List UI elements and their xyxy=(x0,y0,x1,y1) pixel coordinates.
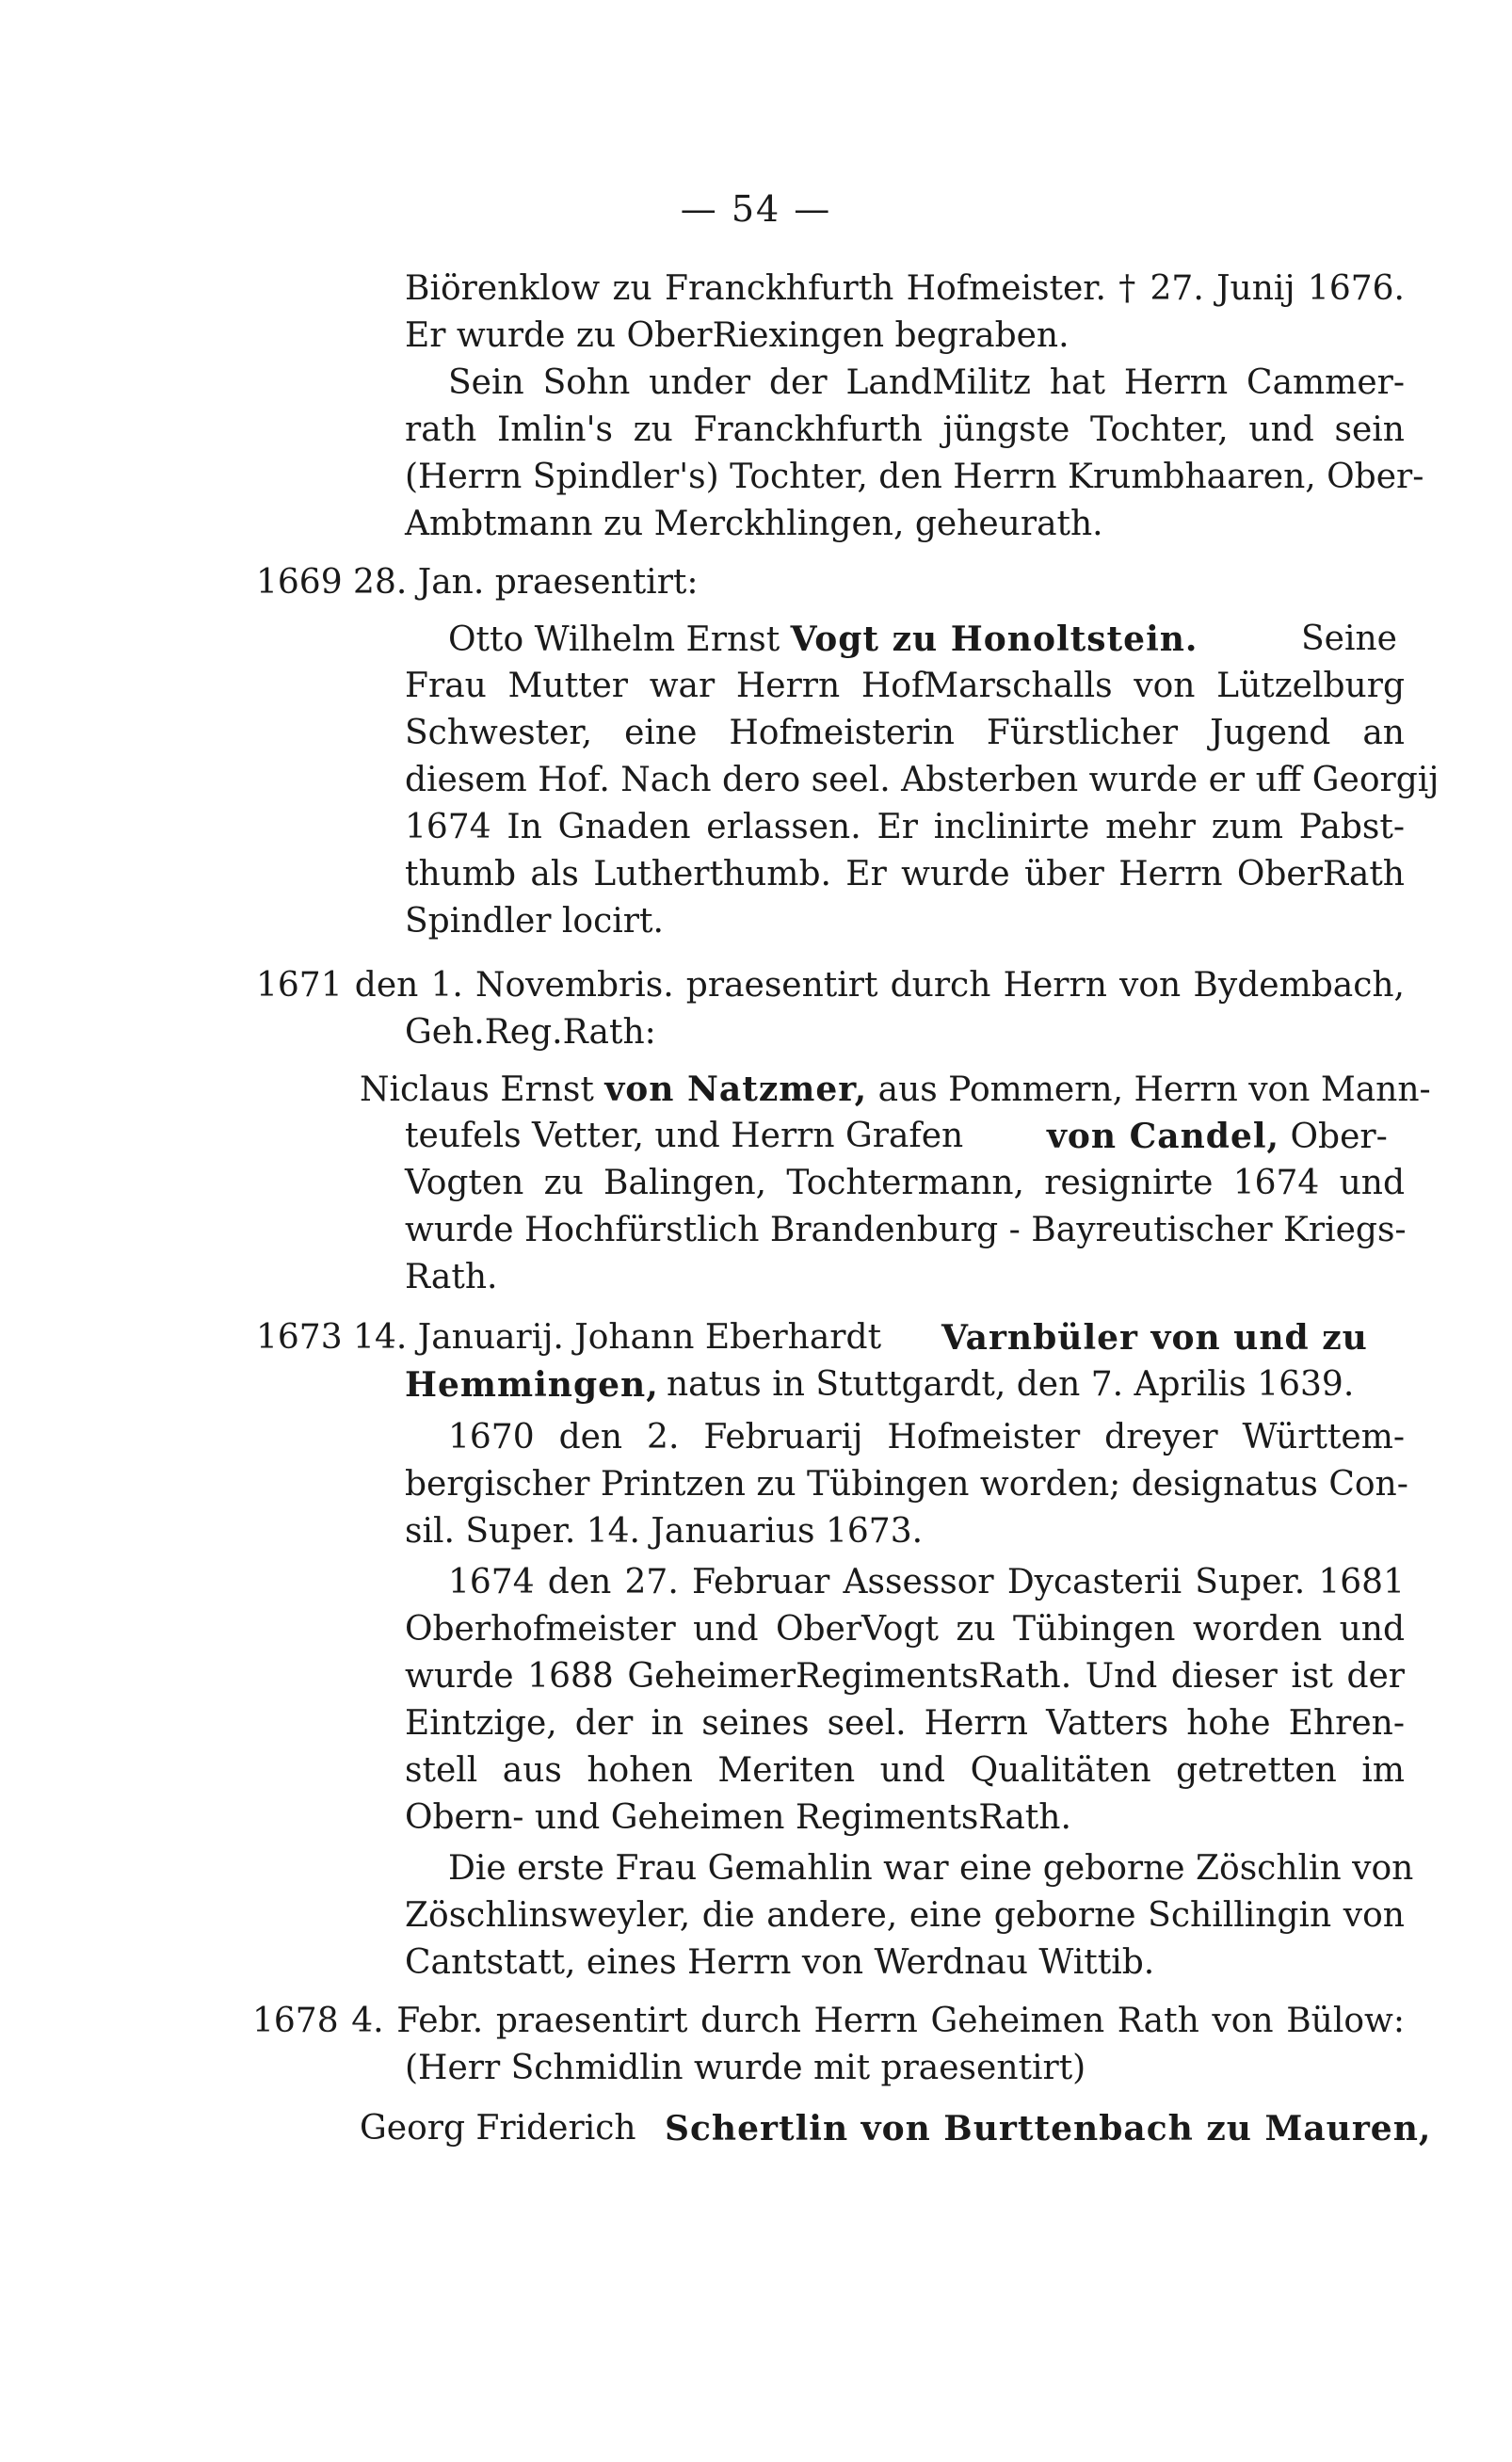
text-line: diesem Hof. Nach dero seel. Absterben wurde er uff Georgij xyxy=(405,761,1440,799)
person-suffix: Ober- xyxy=(1290,1118,1388,1156)
text-line: Oberhofmeister und OberVogt zu Tübingen worden und xyxy=(405,1610,1405,1649)
text-line: thumb als Lutherthumb. Er wurde über Herrn OberRath xyxy=(405,855,1405,893)
text-line: natus in Stuttgardt, den 7. Aprilis 1639. xyxy=(667,1365,1355,1404)
text-line: 1674 den 27. Februar Assessor Dycasterii Super. 1681 xyxy=(448,1563,1405,1601)
person-name: Schertlin von Burttenbach zu Mauren, xyxy=(665,2109,1432,2148)
text-line: wurde Hochfürstlich Brandenburg - Bayreutischer Kriegs- xyxy=(405,1211,1407,1249)
person-name: von Natzmer, xyxy=(604,1070,868,1109)
text-line: Schwester, eine Hofmeisterin Fürstlicher Jugend an xyxy=(405,714,1405,752)
text-line: sil. Super. 14. Januarius 1673. xyxy=(405,1512,924,1551)
text-line: 1671 den 1. Novembris. praesentirt durch Herrn von Bydembach, xyxy=(256,966,1405,1005)
text-line: Eintzige, der in seines seel. Herrn Vatters hohe Ehren- xyxy=(405,1704,1405,1743)
text-line: (Herrn Spindler's) Tochter, den Herrn Krumbhaaren, Ober- xyxy=(405,458,1424,496)
text-line: 1669 28. Jan. praesentirt: xyxy=(256,563,699,602)
text-line: 1678 4. Febr. praesentirt durch Herrn Geheimen Rath von Bülow: xyxy=(252,2002,1405,2040)
text-line: bergischer Printzen zu Tübingen worden; designatus Con- xyxy=(405,1465,1408,1504)
text-line: Zöschlinsweyler, die andere, eine geborne Schillingin von xyxy=(405,1896,1405,1935)
person-name: von Candel, xyxy=(1047,1117,1280,1156)
text-line: Frau Mutter war Herrn HofMarschalls von Lützelburg xyxy=(405,667,1405,705)
text-line: Georg Friderich xyxy=(360,2109,636,2148)
text-line: Sein Sohn under der LandMilitz hat Herrn Cammer- xyxy=(448,363,1405,402)
text-line: Ambtmann zu Merckhlingen, geheurath. xyxy=(405,505,1103,543)
text-line: Vogten zu Balingen, Tochtermann, resignirte 1674 und xyxy=(405,1164,1405,1202)
person-prefix: Niclaus Ernst xyxy=(360,1070,594,1109)
person-name: Vogt zu Honoltstein. xyxy=(790,620,1198,659)
text-line: Biörenklow zu Franckhfurth Hofmeister. † 27. Junij 1676. xyxy=(405,269,1405,308)
entry-vogt xyxy=(448,616,1198,664)
text-line: wurde 1688 GeheimerRegimentsRath. Und dieser ist der xyxy=(405,1657,1405,1696)
text-line: 1674 In Gnaden erlassen. Er inclinirte mehr zum Pabst- xyxy=(405,808,1405,846)
text-line: 1673 14. Januarij. Johann Eberhardt xyxy=(256,1318,882,1357)
text-line: teufels Vetter, und Herrn Grafen xyxy=(405,1117,964,1155)
person-prefix: Otto Wilhelm Ernst xyxy=(448,620,780,659)
text-line: Cantstatt, eines Herrn von Werdnau Wittib. xyxy=(405,1943,1155,1982)
text-line: stell aus hohen Meriten und Qualitäten getretten im xyxy=(405,1751,1405,1790)
text-line: rath Imlin's zu Franckhfurth jüngste Tochter, und sein xyxy=(405,410,1405,449)
text-line: Rath. xyxy=(405,1258,498,1296)
text-line: 1670 den 2. Februarij Hofmeister dreyer Württem- xyxy=(448,1418,1405,1456)
person-name: Varnbüler von und zu xyxy=(941,1318,1368,1358)
entry-natzmer xyxy=(360,1066,1431,1114)
text-line: Seine xyxy=(1301,620,1397,658)
person-name: Hemmingen, xyxy=(405,1365,659,1405)
text-line: Spindler locirt. xyxy=(405,902,664,941)
entry-candel xyxy=(1047,1113,1388,1161)
page-number: — 54 — xyxy=(680,188,832,230)
text-line: Geh.Reg.Rath: xyxy=(405,1013,656,1052)
person-suffix: aus Pommern, Herrn von Mann- xyxy=(877,1070,1431,1109)
text-line: Er wurde zu OberRiexingen begraben. xyxy=(405,316,1070,355)
text-line: Die erste Frau Gemahlin war eine geborne Zöschlin von xyxy=(448,1849,1414,1888)
text-line: Obern- und Geheimen RegimentsRath. xyxy=(405,1798,1071,1837)
text-line: (Herr Schmidlin wurde mit praesentirt) xyxy=(405,2049,1086,2087)
